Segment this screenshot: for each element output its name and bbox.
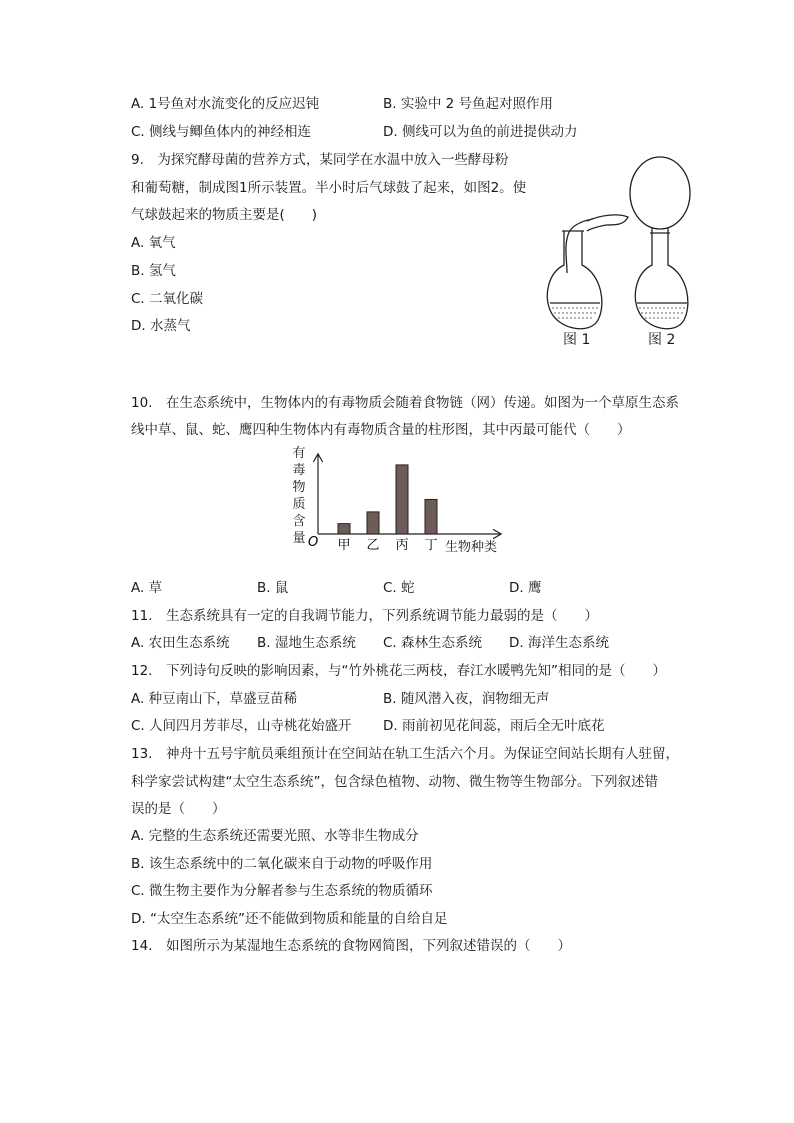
flask-1-liquid [552,308,598,318]
q13-stem-line2: 科学家尝试构建“太空生态系统”，包含绿色植物、动物、微生物等生物部分。下列叙述错 [131,774,658,790]
q8-option-a: A. 1号鱼对水流变化的反应迟钝 [131,96,320,112]
q9-stem-line1: 9. 为探究酵母菌的营养方式，某同学在水温中放入一些酵母粉 [131,152,509,168]
q13-option-b: B. 该生态系统中的二氧化碳来自于动物的呼吸作用 [131,856,433,872]
q13-stem-line3: 误的是（ ） [131,801,226,817]
q8-option-d: D. 侧线可以为鱼的前进提供动力 [383,124,578,140]
q13-stem-line1: 13. 神舟十五号宇航员乘组预计在空间站在轨工生活六个月。为保证空间站长期有人驻留， [131,746,679,762]
q10-option-a: A. 草 [131,580,163,596]
q9-option-b: B. 氢气 [131,263,176,279]
q9-stem-line3: 气球鼓起来的物质主要是( ) [131,207,318,223]
bar-甲 [338,524,350,534]
figure-1-label: 图 1 [563,332,591,348]
q12-option-a: A. 种豆南山下，草盛豆苗稀 [131,691,298,707]
q10-option-d: D. 鹰 [509,580,542,596]
category-label-丙: 丙 [395,538,409,553]
q12-stem: 12. 下列诗句反映的影响因素，与“竹外桃花三两枝，春江水暖鸭先知”相同的是（ ） [131,663,666,679]
q13-option-c: C. 微生物主要作为分解者参与生态系统的物质循环 [131,883,433,899]
q12-option-b: B. 随风潜入夜，润物细无声 [383,691,550,707]
chart-x-axis-label: 生物种类 [445,540,498,555]
q10-stem-line1: 10. 在生态系统中，生物体内的有毒物质会随着食物链（网）传递。如图为一个草原生态系 [131,395,679,411]
q9-option-a: A. 氧气 [131,235,176,251]
q11-stem: 11. 生态系统具有一定的自我调节能力，下列系统调节能力最弱的是（ ） [131,608,598,624]
bar-丙 [396,465,408,534]
q12-option-d: D. 雨前初见花间蕊，雨后全无叶底花 [383,718,605,734]
bar-乙 [367,512,379,534]
q14-stem: 14. 如图所示为某湿地生态系统的食物网简图，下列叙述错误的（ ） [131,938,571,954]
q8-option-c: C. 侧线与鲫鱼体内的神经相连 [131,124,312,140]
q9-stem-line2: 和葡萄糖，制成图1所示装置。半小时后气球鼓了起来，如图2。使 [131,180,527,196]
q13-option-d: D. “太空生态系统”还不能做到物质和能量的自给自足 [131,911,448,927]
bar-丁 [425,499,437,534]
q9-option-d: D. 水蒸气 [131,318,191,334]
chart-y-axis-label: 有毒物质含量 [292,446,306,546]
q11-option-b: B. 湿地生态系统 [257,635,356,651]
q10-option-b: B. 鼠 [257,580,289,596]
q12-option-c: C. 人间四月芳菲尽，山寺桃花始盛开 [131,718,352,734]
chart-origin-label: O [308,535,319,550]
category-label-丁: 丁 [424,538,438,553]
q11-option-a: A. 农田生态系统 [131,635,230,651]
q11-option-d: D. 海洋生态系统 [509,635,609,651]
q8-option-b: B. 实验中 2 号鱼起对照作用 [383,96,554,112]
q10-stem-line2: 线中草、鼠、蛇、鹰四种生物体内有毒物质含量的柱形图，其中丙最可能代（ ） [131,422,631,438]
q9-option-c: C. 二氧化碳 [131,291,204,307]
figure-2-label: 图 2 [648,332,676,348]
q13-option-a: A. 完整的生态系统还需要光照、水等非生物成分 [131,828,419,844]
category-label-甲: 甲 [337,538,351,553]
flask-figure-1 [547,215,628,329]
q10-option-c: C. 蛇 [383,580,415,596]
category-label-乙: 乙 [366,538,380,553]
yeast-flask-figures [540,155,700,350]
q11-option-c: C. 森林生态系统 [383,635,483,651]
flask-2-liquid [639,308,685,318]
flask-figure-2 [630,157,690,329]
